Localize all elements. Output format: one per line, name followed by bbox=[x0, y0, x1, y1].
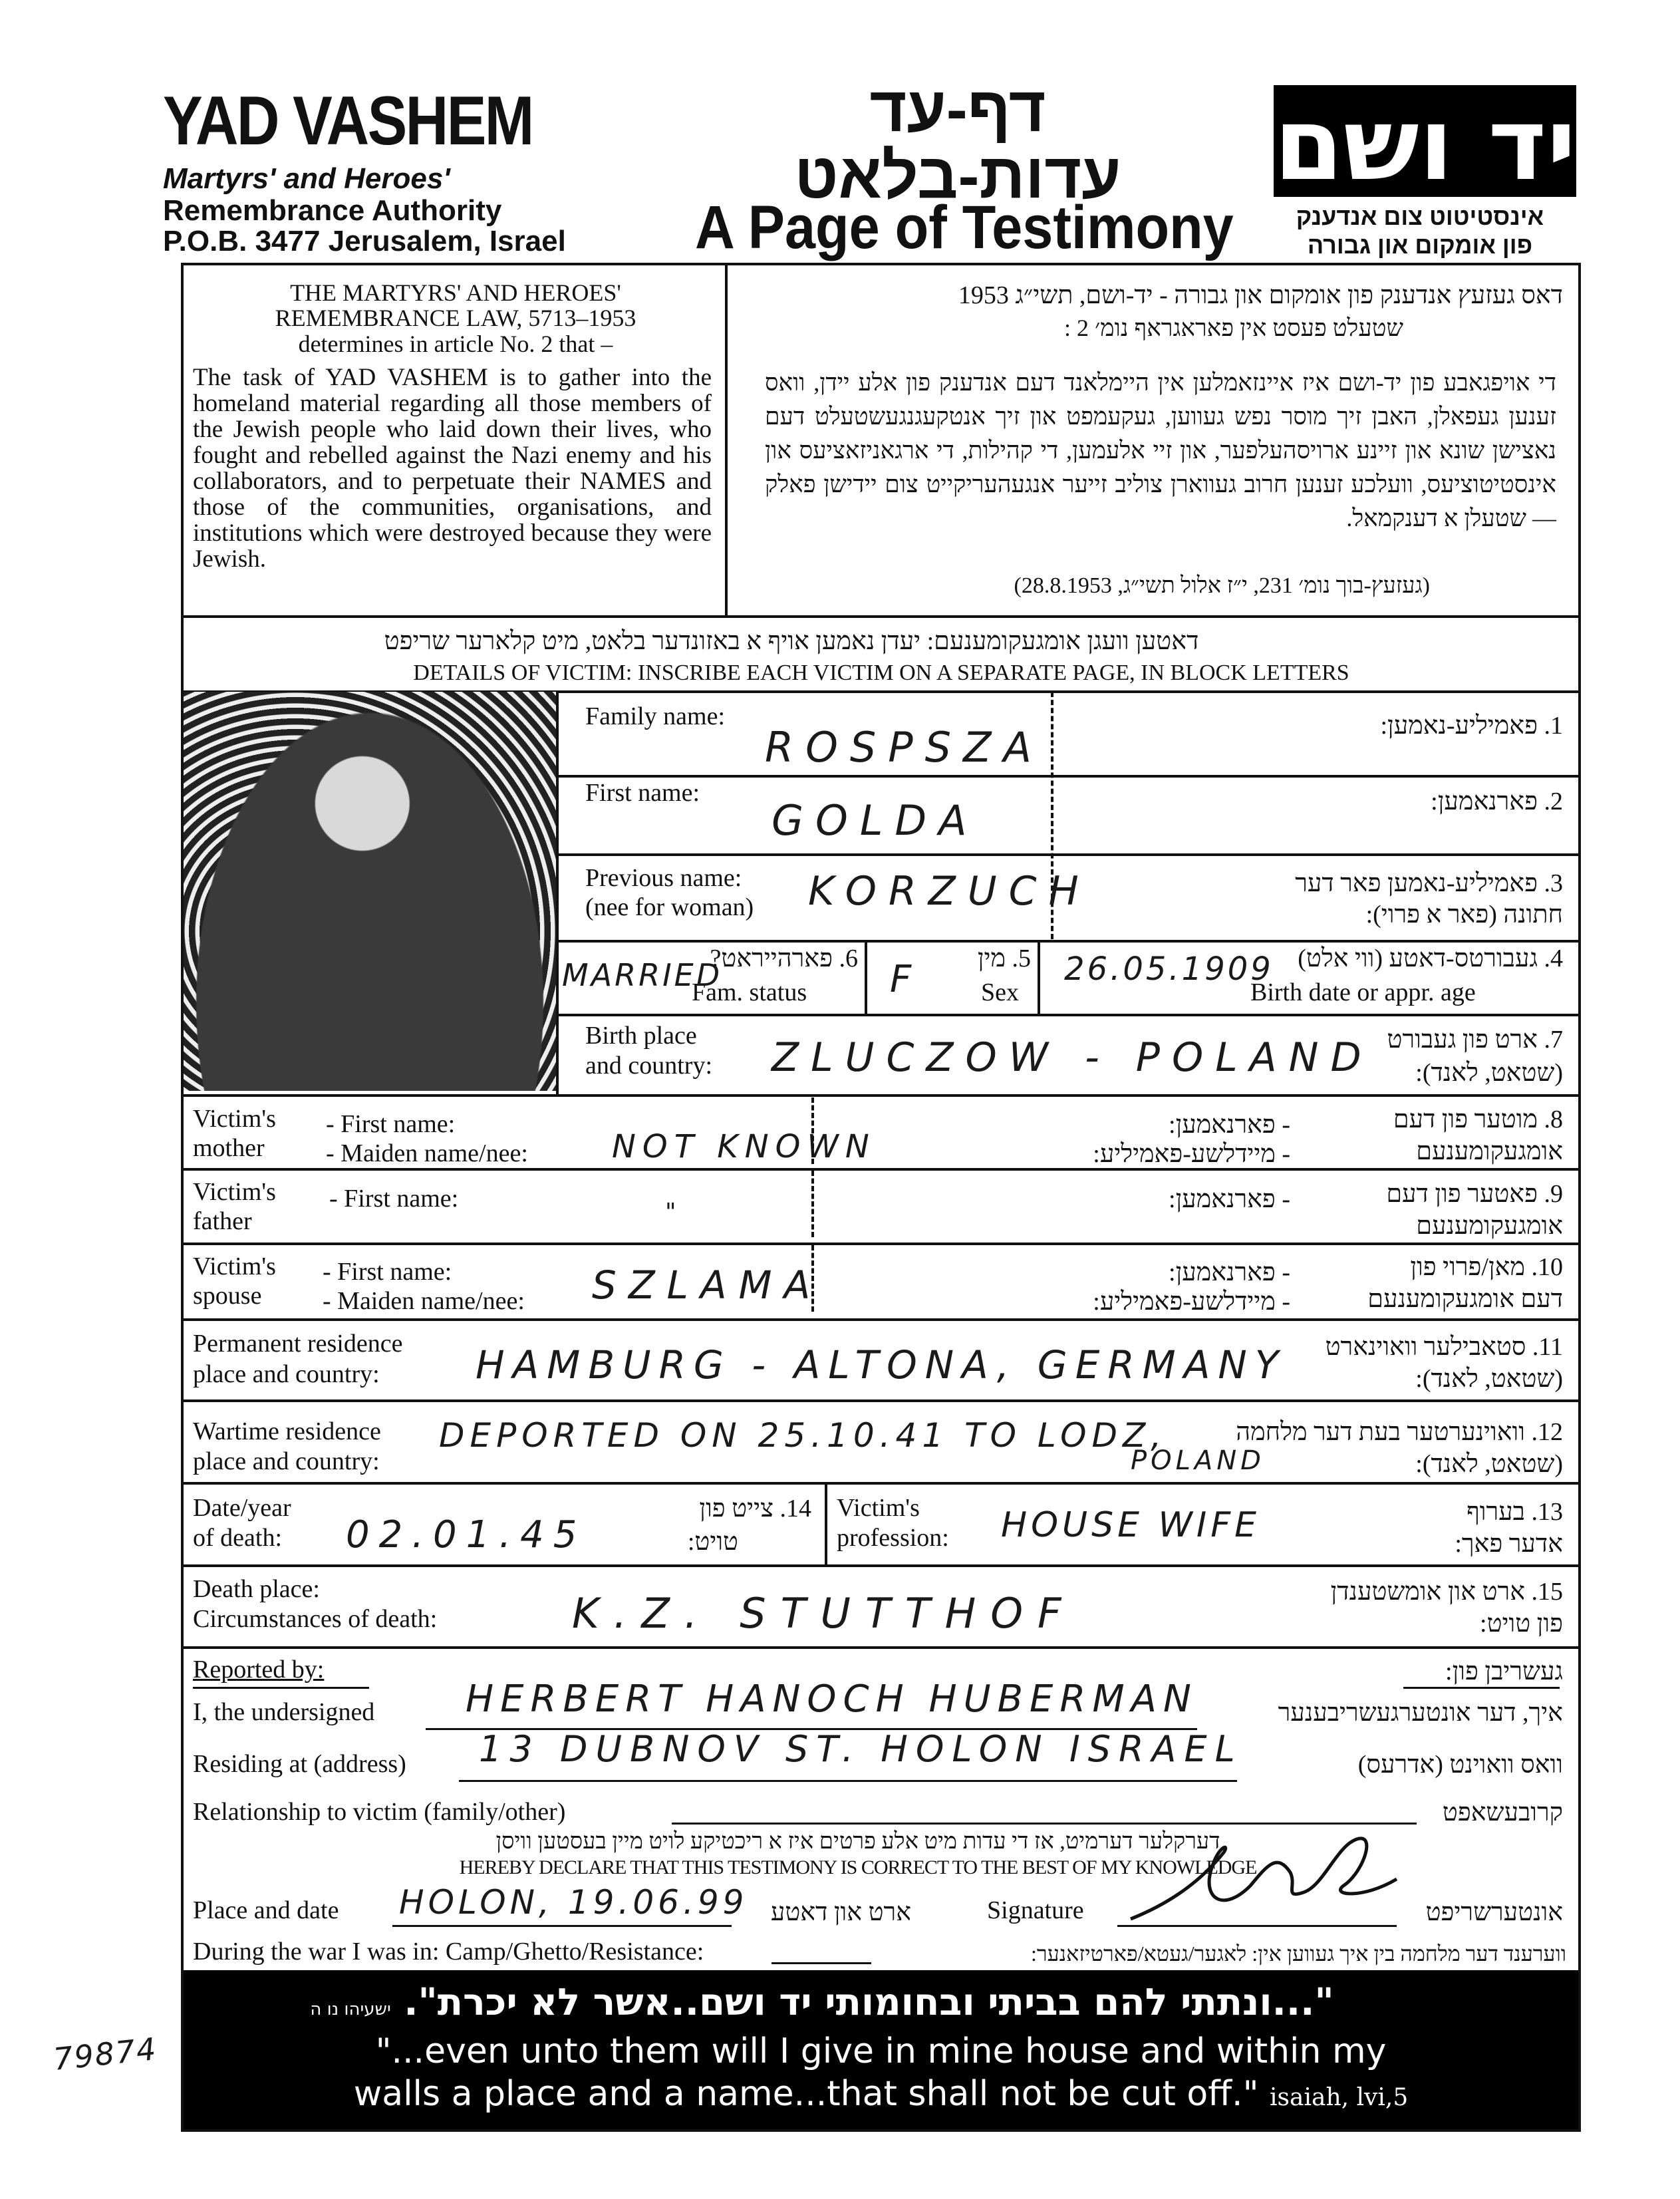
mother-maiden-name-label: - Maiden name/nee: bbox=[326, 1139, 528, 1167]
death-place-sublabel: Circumstances of death: bbox=[193, 1605, 438, 1633]
address-value[interactable]: 13 DUBNOV ST. HOLON ISRAEL bbox=[479, 1728, 1243, 1770]
footer-english-source: isaiah, lvi,5 bbox=[1270, 2084, 1409, 2111]
law-body-yi: די אויפגאבע פון יד-ושם איז איינזאמלען אין היימלאנד דעם אנדענק פון אלע יידן, וואס זענען געפאלן, האבן זיך מוסר נפש געווען, געקעמפט און זיך אנטקעגנגעשטעלט דעם נאצישן שונא און זיינע ארויסהעלפער, און זיי אלעמען, די קהילות, די ארגאניזאציעס און אינסטיטוציעס, וועלכע זענען חרוב געווארן צוליב זייער אנגעהעריקייט צום יידישן פאלק — שטעלן א דענקמאל. bbox=[765, 369, 1556, 531]
profession-sublabel: profession: bbox=[837, 1524, 949, 1552]
address-line bbox=[459, 1780, 1237, 1782]
profession-value[interactable]: HOUSE WIFE bbox=[1001, 1505, 1261, 1545]
signature-label: Signature bbox=[987, 1896, 1084, 1924]
place-date-value[interactable]: HOLON, 19.06.99 bbox=[399, 1883, 748, 1922]
footer-english-1: "...even unto them will I give in mine house and within my bbox=[375, 2031, 1387, 2071]
sex-value[interactable]: F bbox=[890, 958, 924, 1001]
first-name-label: First name: bbox=[585, 779, 700, 807]
sex-label: Sex bbox=[981, 978, 1019, 1006]
profession-label-yi-2: אדער פאך: bbox=[1455, 1530, 1563, 1558]
mother-label-yi-1: 8. מוטער פון דעם bbox=[1393, 1105, 1563, 1133]
family-name-label-yi: 1. פאמיליע-נאמען: bbox=[1380, 712, 1563, 740]
death-date-label-yi-2: טויט: bbox=[687, 1528, 738, 1556]
profession-label: Victim's bbox=[837, 1494, 920, 1522]
place-date-label-yi: ארט און דאטע bbox=[770, 1898, 911, 1926]
previous-name-value[interactable]: KORZUCH bbox=[808, 868, 1091, 915]
wartime-residence-label-yi-1: 12. וואוינערטער בעת דער מלחמה bbox=[1236, 1418, 1563, 1446]
birth-date-value[interactable]: 26.05.1909 bbox=[1064, 951, 1274, 988]
reported-by-underline bbox=[193, 1687, 369, 1689]
footer-hebrew-quote bbox=[184, 1979, 1461, 2033]
title-yiddish-1: דף-עד bbox=[869, 74, 1046, 145]
father-first-name-label-yi: - פארנאמען: bbox=[1169, 1185, 1290, 1213]
sex-divider bbox=[1038, 940, 1040, 1014]
father-label-yi-2: אומגעקומענעם bbox=[1416, 1212, 1563, 1240]
spouse-dashed-divider bbox=[811, 1245, 814, 1312]
permanent-residence-label: Permanent residence bbox=[193, 1330, 403, 1358]
war-label-yi: ווערענד דער מלחמה בין איך געווען אין: לאגער/געטא/פארטיזאנער: bbox=[1030, 1942, 1566, 1966]
profession-label-yi-1: 13. בערוף bbox=[1467, 1498, 1563, 1526]
row-line bbox=[556, 1014, 1581, 1016]
wartime-residence-value-2[interactable]: POLAND bbox=[1131, 1445, 1265, 1476]
birth-place-sublabel: and country: bbox=[585, 1052, 713, 1080]
spouse-first-name-label: - First name: bbox=[323, 1258, 452, 1286]
victim-photo bbox=[184, 692, 556, 1091]
death-date-value[interactable]: 02.01.45 bbox=[346, 1513, 587, 1556]
row-line bbox=[181, 1243, 1581, 1245]
logo-sub-1: אינסטיטוט צום אנדענק bbox=[1296, 203, 1544, 230]
law-body-en: The task of YAD VASHEM is to gather into the homeland material regarding all those members of the Jewish people who laid down their lives, who fought and rebelled against the Nazi enemy and his collaborators, and to perpetuate their NAMES and those of the communities, organisations, and institutions which were destroyed because they were Jewish. bbox=[193, 364, 712, 573]
permanent-residence-label-yi-2: (שטאט, לאנד): bbox=[1415, 1365, 1563, 1393]
logo-sub-2: פון אומקום און גבורה bbox=[1307, 231, 1533, 259]
birth-place-label-yi-1: 7. ארט פון געבורט bbox=[1387, 1026, 1563, 1054]
reported-by-label-yi: געשריבן פון: bbox=[1445, 1658, 1563, 1686]
org-line-1: Martyrs' and Heroes' bbox=[163, 162, 450, 195]
yad-vashem-logo: יד ושם bbox=[1274, 85, 1576, 197]
law-title-yi-1: דאס געזעץ אנדענק פון אומקום און גבורה - יד-ושם, תשי״ג 1953 bbox=[958, 281, 1563, 309]
org-address: P.O.B. 3477 Jerusalem, Israel bbox=[163, 225, 566, 257]
birth-place-label-yi-2: (שטאט, לאנד): bbox=[1415, 1059, 1563, 1087]
death-place-value[interactable]: K.Z. STUTTHOF bbox=[572, 1589, 1076, 1638]
spouse-label-yi-1: 10. מאן/פרוי פון bbox=[1410, 1253, 1563, 1281]
law-ref-yi: (געזעץ-בוך נומ׳ 231, י״ז אלול תשי״ג, 28.8.1953) bbox=[1014, 573, 1430, 598]
death-profession-divider bbox=[825, 1482, 827, 1564]
row-line bbox=[181, 1482, 1581, 1485]
death-date-label-yi-1: 14. צייט פון bbox=[699, 1495, 811, 1523]
law-title-en-2: REMEMBRANCE LAW, 5713–1953 bbox=[275, 305, 636, 331]
previous-name-label-yi-1: 3. פאמיליע-נאמען פאר דער bbox=[1295, 869, 1563, 897]
fam-status-label: Fam. status bbox=[692, 978, 807, 1006]
title-yiddish-2: עדות-בלאט bbox=[794, 140, 1121, 212]
death-place-label-yi-2: פון טויט: bbox=[1480, 1610, 1563, 1638]
father-label-2: father bbox=[193, 1207, 252, 1235]
reported-by-label: Reported by: bbox=[193, 1656, 325, 1684]
permanent-residence-value[interactable]: HAMBURG - ALTONA, GERMANY bbox=[476, 1342, 1287, 1388]
previous-name-sublabel: (nee for woman) bbox=[585, 893, 754, 921]
footer-band bbox=[184, 1970, 1578, 2129]
mother-label-1: Victim's bbox=[193, 1105, 276, 1133]
father-label-1: Victim's bbox=[193, 1178, 276, 1206]
birth-date-label: Birth date or appr. age bbox=[1250, 978, 1476, 1006]
place-date-line bbox=[392, 1925, 732, 1927]
footer-english-text: walls a place and a name...that shall not be cut off." bbox=[353, 2074, 1259, 2114]
footer-english-2 bbox=[184, 2073, 1578, 2119]
signature-label-yi: אונטערשריפט bbox=[1425, 1898, 1563, 1926]
family-name-label: Family name: bbox=[585, 702, 726, 730]
wartime-residence-label: Wartime residence bbox=[193, 1417, 381, 1445]
birth-place-label: Birth place bbox=[585, 1022, 697, 1050]
previous-name-label-yi-2: חתונה (פאר א פרוי): bbox=[1365, 901, 1563, 929]
relationship-label: Relationship to victim (family/other) bbox=[193, 1798, 566, 1826]
law-title-yi-2: שטעלט פעסט אין פאראגראף נומ׳ 2 : bbox=[1063, 315, 1403, 341]
spouse-label-2: spouse bbox=[193, 1282, 262, 1310]
spouse-label-1: Victim's bbox=[193, 1252, 276, 1280]
mother-label-2: mother bbox=[193, 1134, 265, 1162]
declare-yiddish: דערקלער דערמיט, אז די עדות מיט אלע פרטים איז א ריכטיקע לויט מיין בעסטען וויסן bbox=[495, 1829, 1220, 1854]
mother-first-name-label: - First name: bbox=[326, 1110, 456, 1138]
undersigned-label: I, the undersigned bbox=[193, 1698, 375, 1726]
reported-by-yi-underline bbox=[1403, 1687, 1560, 1689]
margin-note: 79874 bbox=[51, 2030, 159, 2078]
birth-place-value[interactable]: ZLUCZOW - POLAND bbox=[771, 1034, 1373, 1081]
war-label: During the war I was in: Camp/Ghetto/Resistance: bbox=[193, 1938, 704, 1966]
permanent-residence-sublabel: place and country: bbox=[193, 1360, 380, 1388]
first-name-value[interactable]: GOLDA bbox=[771, 796, 979, 845]
spouse-label-yi-2: דעם אומגעקומענעם bbox=[1367, 1285, 1563, 1313]
death-place-label: Death place: bbox=[193, 1575, 320, 1603]
undersigned-label-yi: איך, דער אונטערגעשריבענער bbox=[1278, 1699, 1563, 1727]
mother-first-name-label-yi: - פארנאמען: bbox=[1169, 1111, 1290, 1139]
death-place-label-yi-1: 15. ארט און אומשטענדן bbox=[1330, 1578, 1563, 1606]
father-dashed-divider bbox=[811, 1171, 814, 1237]
address-label: Residing at (address) bbox=[193, 1750, 406, 1778]
row-line bbox=[181, 1168, 1581, 1171]
father-value[interactable]: " bbox=[665, 1199, 688, 1226]
spouse-maiden-name-label: - Maiden name/nee: bbox=[323, 1287, 525, 1315]
row-line bbox=[181, 1318, 1581, 1321]
wartime-residence-sublabel: place and country: bbox=[193, 1447, 380, 1475]
signature-scribble bbox=[1124, 1826, 1403, 1932]
law-title-en-3: determines in article No. 2 that – bbox=[298, 331, 613, 357]
first-name-label-yi: 2. פארנאמען: bbox=[1431, 788, 1563, 815]
father-first-name-label: - First name: bbox=[329, 1185, 459, 1213]
row-line bbox=[181, 1399, 1581, 1402]
wartime-residence-value[interactable]: DEPORTED ON 25.10.41 TO LODZ, bbox=[439, 1416, 1167, 1455]
status-divider bbox=[865, 940, 867, 1014]
permanent-residence-label-yi-1: 11. סטאבילער וואוינארט bbox=[1325, 1333, 1563, 1361]
birth-date-label-yi: 4. געבורטס-דאטע (ווי אלט) bbox=[1298, 945, 1563, 972]
spouse-value[interactable]: SZLAMA bbox=[592, 1262, 823, 1308]
footer-hebrew-source: ישעיהו נו ה bbox=[310, 1999, 391, 2019]
row-line bbox=[556, 940, 1581, 943]
family-name-value[interactable]: ROSPSZA bbox=[765, 723, 1044, 772]
fam-status-value[interactable]: MARRIED bbox=[562, 957, 723, 993]
row-line bbox=[556, 853, 1581, 856]
org-name: YAD VASHEM bbox=[163, 82, 533, 160]
fam-status-label-yi: 6. פארהייראט? bbox=[710, 945, 858, 972]
previous-name-label: Previous name: bbox=[585, 864, 742, 892]
org-line-2: Remembrance Authority bbox=[163, 194, 502, 227]
father-label-yi-1: 9. פאטער פון דעם bbox=[1386, 1180, 1563, 1208]
death-date-label: Date/year bbox=[193, 1494, 291, 1522]
relationship-line bbox=[672, 1823, 1417, 1825]
instructions-yiddish: דאטען וועגן אומגעקומענעם: יעדן נאמען אויף א באזונדער בלאט, מיט קלארער שריפט bbox=[384, 627, 1199, 655]
row-line bbox=[181, 1646, 1581, 1649]
address-label-yi: וואס וואוינט (אדרעס) bbox=[1357, 1751, 1563, 1779]
spouse-maiden-name-label-yi: - מיידלשע-פאמיליע: bbox=[1093, 1288, 1290, 1316]
spouse-first-name-label-yi: - פארנאמען: bbox=[1169, 1258, 1290, 1286]
title-english: A Page of Testimony bbox=[695, 194, 1234, 261]
war-line bbox=[771, 1962, 871, 1964]
law-bottom-line bbox=[181, 615, 1581, 618]
sex-label-yi: 5. מין bbox=[977, 945, 1031, 972]
undersigned-value[interactable]: HERBERT HANOCH HUBERMAN bbox=[466, 1678, 1198, 1721]
place-date-label: Place and date bbox=[193, 1896, 339, 1924]
footer-hebrew-text: "...ונתתי להם בביתי ובחומותי יד ושם..אשר לא יכרת". bbox=[404, 1981, 1334, 2024]
mother-label-yi-2: אומגעקומענעם bbox=[1416, 1137, 1563, 1165]
photo-divider bbox=[556, 690, 559, 1095]
row-line bbox=[181, 1094, 1581, 1097]
mother-maiden-name-label-yi: - מיידלשע-פאמיליע: bbox=[1093, 1140, 1290, 1168]
law-title-en-1: THE MARTYRS' AND HEROES' bbox=[290, 279, 621, 306]
row-line bbox=[181, 1564, 1581, 1567]
law-divider bbox=[725, 263, 728, 615]
mother-dashed-divider bbox=[811, 1098, 814, 1164]
declare-english: HEREBY DECLARE THAT THIS TESTIMONY IS CORRECT TO THE BEST OF MY KNOWLEDGE bbox=[459, 1856, 1257, 1878]
mother-value[interactable]: NOT KNOWN bbox=[612, 1128, 876, 1165]
death-date-sublabel: of death: bbox=[193, 1524, 283, 1552]
instructions-english: DETAILS OF VICTIM: INSCRIBE EACH VICTIM ON A SEPARATE PAGE, IN BLOCK LETTERS bbox=[413, 660, 1349, 685]
row-line bbox=[556, 775, 1581, 778]
relationship-label-yi: קרובעשאפט bbox=[1442, 1799, 1563, 1827]
wartime-residence-label-yi-2: (שטאט, לאנד): bbox=[1415, 1450, 1563, 1478]
